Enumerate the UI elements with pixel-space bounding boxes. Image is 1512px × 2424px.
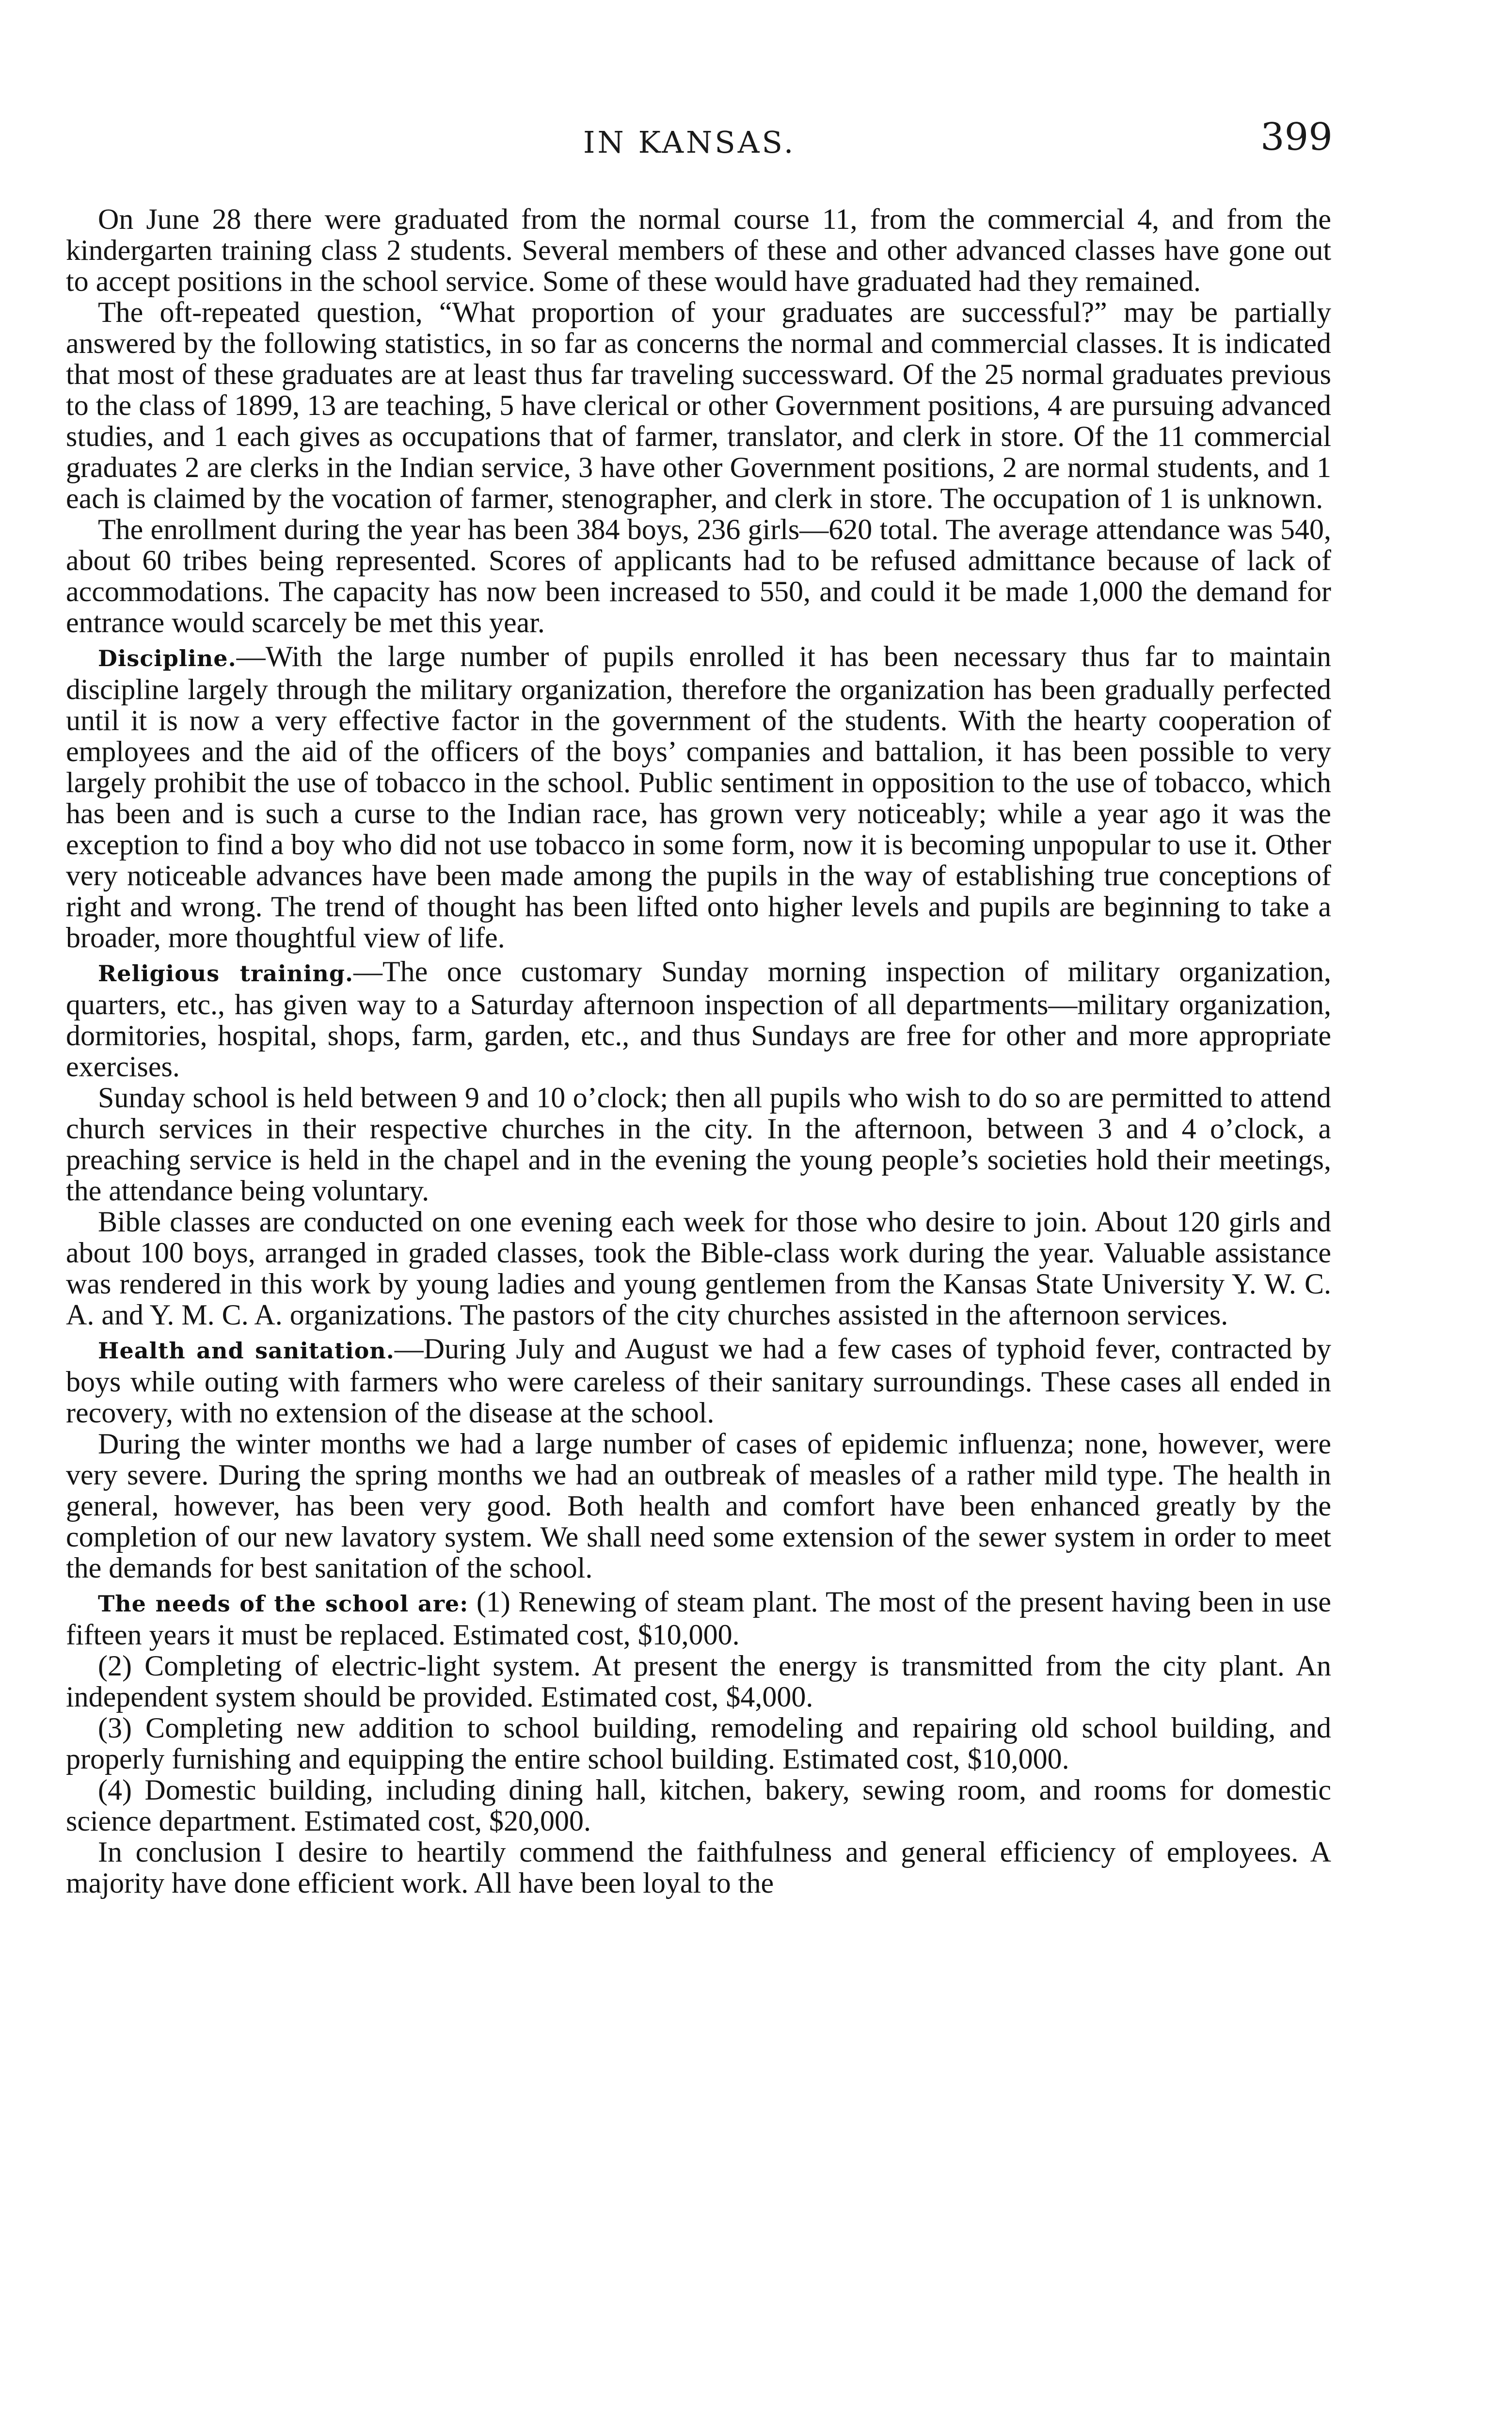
paragraph-text: Bible classes are conducted on one evening each week for those who desire to join. About 120 girls and about 100 boys, arranged in graded classes, took the Bible-class work during the year. Valuable assistance was rendered in this work by young ladies and young gentlemen from the Kansas State University Y. W. C. A. and Y. M. C. A. organizations. The pastors of the city churches assisted in the afternoon services. bbox=[66, 1206, 1331, 1331]
paragraph-needs-steam-plant bbox=[66, 1586, 1331, 1650]
page-number: 399 bbox=[1260, 115, 1333, 159]
paragraph-text: (3) Completing new addition to school building, remodeling and repairing old school building, and properly furnishing and equipping the entire school building. Estimated cost, $10,000. bbox=[66, 1712, 1331, 1775]
section-heading-needs: The needs of the school are: bbox=[98, 1591, 469, 1617]
paragraph-text: (1) Renewing of steam plant. The most of the present having been in use fifteen years it must be replaced. Estimated cost, $10,000. bbox=[66, 1586, 1331, 1651]
paragraph-graduates bbox=[66, 204, 1331, 297]
section-heading-discipline: Discipline. bbox=[98, 645, 237, 671]
paragraph-text: (4) Domestic building, including dining hall, kitchen, bakery, sewing room, and rooms for domestic science department. Estimated cost, $20,000. bbox=[66, 1774, 1331, 1837]
paragraph-conclusion bbox=[66, 1836, 1331, 1898]
paragraph-needs-domestic-building bbox=[66, 1774, 1331, 1836]
paragraph-enrollment bbox=[66, 514, 1331, 638]
paragraph-text: —With the large number of pupils enrolled it has been necessary thus far to maintain discipline largely through the military organization, therefore the organization has been gradually perfected until it is now a very effective factor in the government of the students. With the hearty cooperation of employees and the aid of the officers of the boys’ companies and battalion, it has been possible to very largely prohibit the use of tobacco in the school. Public sentiment in opposition to the use of tobacco, which has been and is such a curse to the Indian race, has grown very noticeably; while a year ago it was the exception to find a boy who did not use tobacco in some form, now it is becoming unpopular to use it. Other very noticeable advances have been made among the pupils in the way of establishing true conceptions of right and wrong. The trend of thought has been lifted onto higher levels and pupils are beginning to take a broader, more thoughtful view of life. bbox=[66, 640, 1331, 954]
paragraph-text: The enrollment during the year has been 384 boys, 236 girls—620 total. The average attendance was 540, about 60 tribes being represented. Scores of applicants had to be refused admittance because of lack of accommodations. The capacity has now been increased to 550, and could it be made 1,000 the demand for entrance would scarcely be met this year. bbox=[66, 513, 1331, 638]
paragraph-sunday-school bbox=[66, 1082, 1331, 1206]
paragraph-health-sanitation bbox=[66, 1333, 1331, 1428]
paragraph-bible-classes bbox=[66, 1206, 1331, 1330]
paragraph-statistics bbox=[66, 297, 1331, 514]
body-text bbox=[66, 204, 1331, 1898]
paragraph-discipline bbox=[66, 641, 1331, 953]
paragraph-text: The oft-repeated question, “What proportion of your graduates are successful?” may be partially answered by the following statistics, in so far as concerns the normal and commercial classes. It is indicated that most of these graduates are at least thus far traveling successward. Of the 25 normal graduates previous to the class of 1899, 13 are teaching, 5 have clerical or other Government positions, 4 are pursuing advanced studies, and 1 each gives as occupations that of farmer, translator, and clerk in store. Of the 11 commercial graduates 2 are clerks in the Indian service, 3 have other Government positions, 2 are normal students, and 1 each is claimed by the vocation of farmer, stenographer, and clerk in store. The occupation of 1 is unknown. bbox=[66, 296, 1331, 514]
paragraph-needs-electric-light bbox=[66, 1650, 1331, 1712]
paragraph-needs-school-building bbox=[66, 1712, 1331, 1774]
section-heading-health-sanitation: Health and sanitation. bbox=[98, 1338, 395, 1364]
section-heading-religious-training: Religious training. bbox=[98, 960, 354, 987]
paragraph-text: (2) Completing of electric-light system. At present the energy is transmitted from the city plant. An independent system should be provided. Estimated cost, $4,000. bbox=[66, 1650, 1331, 1713]
paragraph-text: During the winter months we had a large number of cases of epidemic influenza; none, however, were very severe. During the spring months we had an outbreak of measles of a rather mild type. The health in general, however, has been very good. Both health and comfort have been enhanced greatly by the completion of our new lavatory system. We shall need some extension of the sewer system in order to meet the demands for best sanitation of the school. bbox=[66, 1428, 1331, 1584]
paragraph-text: —The once customary Sunday morning inspection of military organization, quarters, etc., has given way to a Saturday afternoon inspection of all departments—military organization, dormitories, hospital, shops, farm, garden, etc., and thus Sundays are free for other and more appropriate exercises. bbox=[66, 956, 1331, 1083]
paragraph-text: On June 28 there were graduated from the normal course 11, from the commercial 4, and from the kindergarten training class 2 students. Several members of these and other advanced classes have gone out to accept positions in the school service. Some of these would have graduated had they remained. bbox=[66, 203, 1331, 297]
paragraph-text: —During July and August we had a few cases of typhoid fever, contracted by boys while outing with farmers who were careless of their sanitary surroundings. These cases all ended in recovery, with no extension of the disease at the school. bbox=[66, 1333, 1331, 1429]
running-header bbox=[0, 115, 1512, 159]
paragraph-winter-illness bbox=[66, 1428, 1331, 1583]
paragraph-text: Sunday school is held between 9 and 10 o’clock; then all pupils who wish to do so are permitted to attend church services in their respective churches in the city. In the afternoon, between 3 and 4 o’clock, a preaching service is held in the chapel and in the evening the young people’s societies hold their meetings, the attendance being voluntary. bbox=[66, 1082, 1331, 1207]
paragraph-text: In conclusion I desire to heartily commend the faithfulness and general efficiency of employees. A majority have done efficient work. All have been loyal to the bbox=[66, 1836, 1331, 1899]
paragraph-religious-training bbox=[66, 956, 1331, 1082]
running-title: IN KANSAS. bbox=[583, 125, 796, 160]
